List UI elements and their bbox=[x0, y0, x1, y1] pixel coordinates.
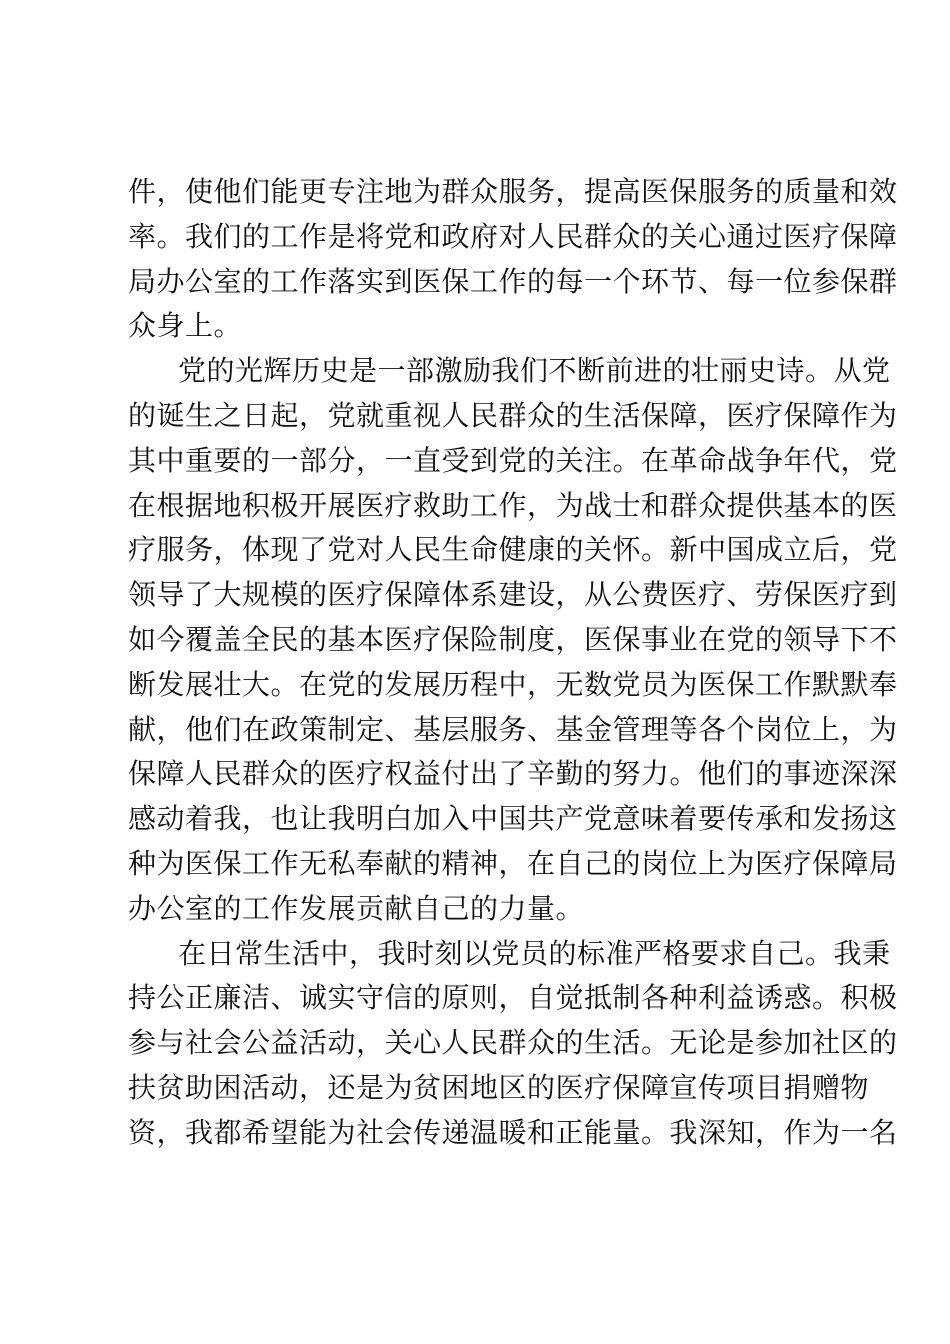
text-line: 断发展壮大。在党的发展历程中，无数党员为医保工作默默奉 bbox=[128, 667, 898, 701]
text-line: 如今覆盖全民的基本医疗保险制度，医保事业在党的领导下不 bbox=[128, 622, 898, 656]
text-line: 疗服务，体现了党对人民生命健康的关怀。新中国成立后，党 bbox=[128, 533, 898, 567]
text-line: 保障人民群众的医疗权益付出了辛勤的努力。他们的事迹深深 bbox=[128, 757, 898, 791]
text-line: 献，他们在政策制定、基层服务、基金管理等各个岗位上，为 bbox=[128, 712, 898, 746]
text-line: 种为医保工作无私奉献的精神，在自己的岗位上为医疗保障局 bbox=[128, 846, 898, 880]
text-line: 参与社会公益活动，关心人民群众的生活。无论是参加社区的 bbox=[128, 1026, 898, 1060]
text-line: 扶贫助困活动，还是为贫困地区的医疗保障宣传项目捐赠物 bbox=[128, 1070, 870, 1104]
text-line: 局办公室的工作落实到医保工作的每一个环节、每一位参保群 bbox=[128, 264, 898, 298]
body-text bbox=[128, 170, 898, 1156]
text-line: 在根据地积极开展医疗救助工作，为战士和群众提供基本的医 bbox=[128, 488, 898, 522]
text-line: 办公室的工作发展贡献自己的力量。 bbox=[128, 891, 585, 925]
text-line: 持公正廉洁、诚实守信的原则，自觉抵制各种利益诱惑。积极 bbox=[128, 981, 898, 1015]
text-line: 领导了大规模的医疗保障体系建设，从公费医疗、劳保医疗到 bbox=[128, 578, 898, 612]
text-line: 感动着我，也让我明白加入中国共产党意味着要传承和发扬这 bbox=[128, 802, 898, 836]
text-line: 其中重要的一部分，一直受到党的关注。在革命战争年代，党 bbox=[128, 443, 898, 477]
paragraph-first-line: 在日常生活中，我时刻以党员的标准严格要求自己。我秉 bbox=[178, 936, 891, 970]
paragraph-first-line: 党的光辉历史是一部激励我们不断前进的壮丽史诗。从党 bbox=[178, 354, 891, 388]
text-line: 资，我都希望能为社会传递温暖和正能量。我深知，作为一名 bbox=[128, 1115, 898, 1149]
text-line: 率。我们的工作是将党和政府对人民群众的关心通过医疗保障 bbox=[128, 219, 898, 253]
text-line: 件，使他们能更专注地为群众服务，提高医保服务的质量和效 bbox=[128, 175, 898, 208]
text-line: 众身上。 bbox=[128, 309, 243, 343]
text-line: 的诞生之日起，党就重视人民群众的生活保障，医疗保障作为 bbox=[128, 398, 898, 432]
